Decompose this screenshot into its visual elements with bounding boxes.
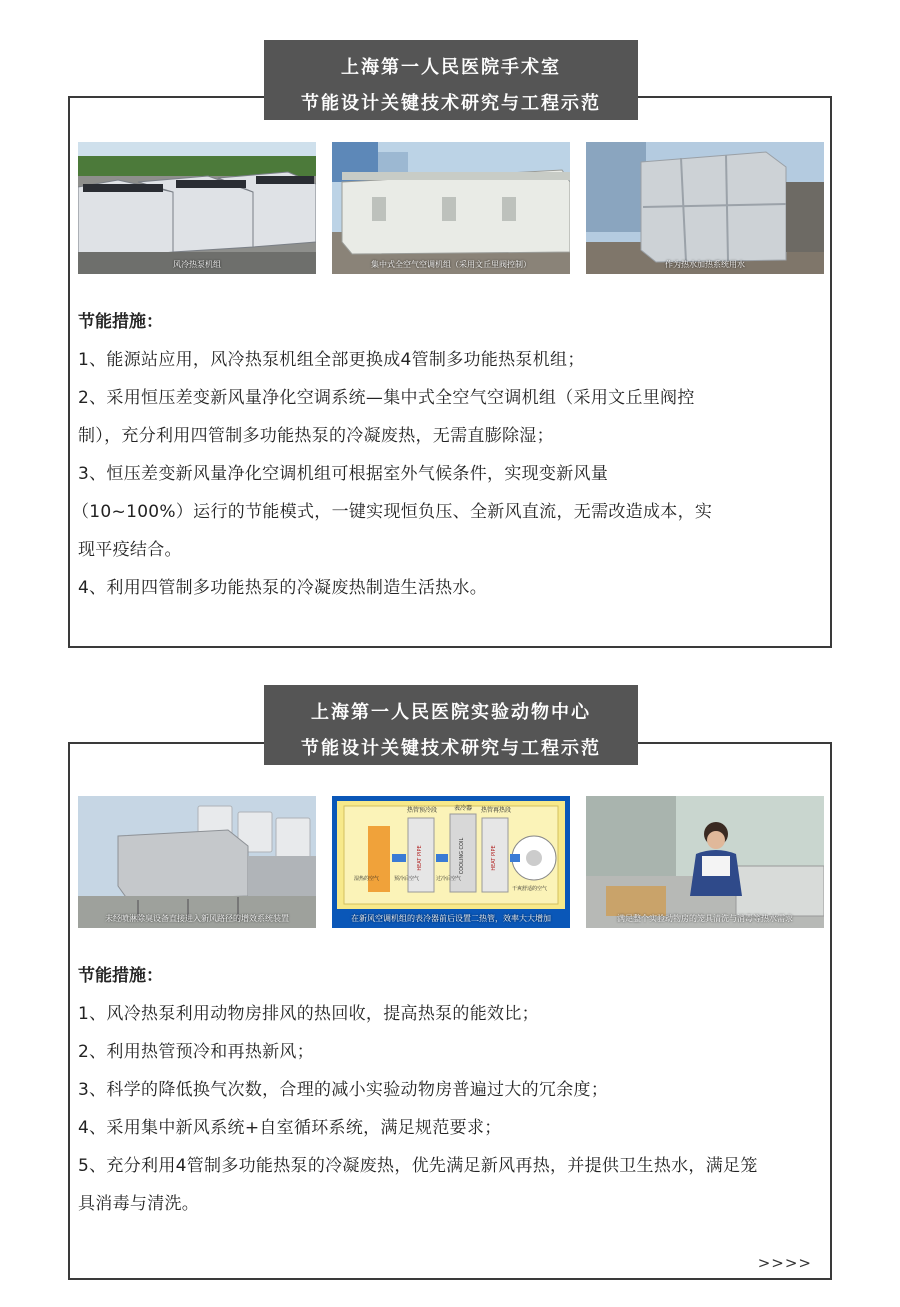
measure-line: 3、科学的降低换气次数，合理的减小实验动物房普遍过大的冗余度；: [78, 1080, 609, 1100]
heat-pipe-diagram: [332, 796, 570, 928]
rooftop-unit-icon: [78, 796, 316, 928]
section2-measures: [78, 957, 822, 1223]
air-handling-unit-icon: [332, 142, 570, 274]
diagram-label: 预冷后空气: [394, 876, 420, 882]
diagram-label: HEAT PIPE: [417, 845, 423, 871]
photo-caption: 集中式全空气空调机组（采用文丘里阀控制）: [371, 260, 531, 269]
diagram-label: 热管预冷段: [406, 807, 438, 814]
diagram-label: 过冷后空气: [436, 876, 462, 882]
diagram-label: 热管再热段: [480, 807, 512, 814]
more-indicator-icon[interactable]: >>>>: [757, 1254, 812, 1272]
air-handling-unit-photo: [332, 142, 570, 274]
photo-caption: 未经喷淋除臭设备直接进入新风路径的增效系统装置: [105, 914, 289, 923]
section2-title-line1: 上海第一人民医院实验动物中心: [311, 702, 591, 723]
measure-line: 1、风冷热泵利用动物房排风的热回收，提高热泵的能效比；: [78, 1004, 539, 1024]
measure-line: 4、利用四管制多功能热泵的冷凝废热制造生活热水。: [78, 578, 488, 598]
photo-caption: 在新风空调机组的表冷器前后设置二热管，效率大大增加: [351, 914, 551, 923]
diagram-label: COOLING COIL: [459, 837, 465, 875]
measure-line: 4、采用集中新风系统+自室循环系统，满足规范要求；: [78, 1118, 502, 1138]
section1-title-line2: 节能设计关键技术研究与工程示范: [301, 93, 601, 114]
measures-heading: 节能措施：: [78, 312, 163, 332]
heat-pump-units-icon: [78, 142, 316, 274]
photo-caption: 作为热水加热系统用水: [665, 260, 745, 269]
section2-title-banner: [264, 685, 638, 765]
measure-line: 制），充分利用四管制多功能热泵的冷凝废热，无需直膨除湿；: [78, 426, 554, 446]
section1-measures: [72, 303, 822, 607]
heat-pipe-diagram-icon: [332, 796, 570, 928]
measure-line: 1、能源站应用，风冷热泵机组全部更换成4管制多功能热泵机组；: [78, 350, 585, 370]
measure-line: 具消毒与清洗。: [78, 1194, 200, 1214]
cage-washing-icon: [586, 796, 824, 928]
section2-title-line2: 节能设计关键技术研究与工程示范: [301, 738, 601, 759]
section2-photo-row: [78, 796, 826, 928]
diagram-label: 湿热的空气: [354, 876, 380, 882]
measure-line: （10~100%）运行的节能模式，一键实现恒负压、全新风直流，无需改造成本，实: [72, 502, 713, 522]
water-tank-photo: [586, 142, 824, 274]
measures-heading: 节能措施：: [78, 966, 163, 986]
photo-caption: 满足整个实验动物房的笼具清洗与消毒等热水需求: [617, 914, 793, 923]
measure-line: 3、恒压差变新风量净化空调机组可根据室外气候条件，实现变新风量: [78, 464, 609, 484]
measure-line: 2、利用热管预冷和再热新风；: [78, 1042, 315, 1062]
measure-line: 2、采用恒压差变新风量净化空调系统—集中式全空气空调机组（采用文丘里阀控: [78, 388, 695, 408]
section1-title-banner: [264, 40, 638, 120]
diagram-label: HEAT PIPE: [491, 845, 497, 871]
measure-line: 现平疫结合。: [78, 540, 182, 560]
measure-line: 5、充分利用4管制多功能热泵的冷凝废热，优先满足新风再热，并提供卫生热水，满足笼: [78, 1156, 758, 1176]
diagram-label: 干爽舒适的空气: [512, 886, 548, 892]
cage-washing-photo: [586, 796, 824, 928]
heat-pump-units-photo: [78, 142, 316, 274]
section1-photo-row: [78, 142, 826, 274]
rooftop-unit-photo: [78, 796, 316, 928]
photo-caption: 风冷热泵机组: [173, 260, 221, 269]
section1-title-line1: 上海第一人民医院手术室: [341, 57, 561, 78]
diagram-label: 表冷器: [453, 805, 473, 812]
water-tank-icon: [586, 142, 824, 274]
